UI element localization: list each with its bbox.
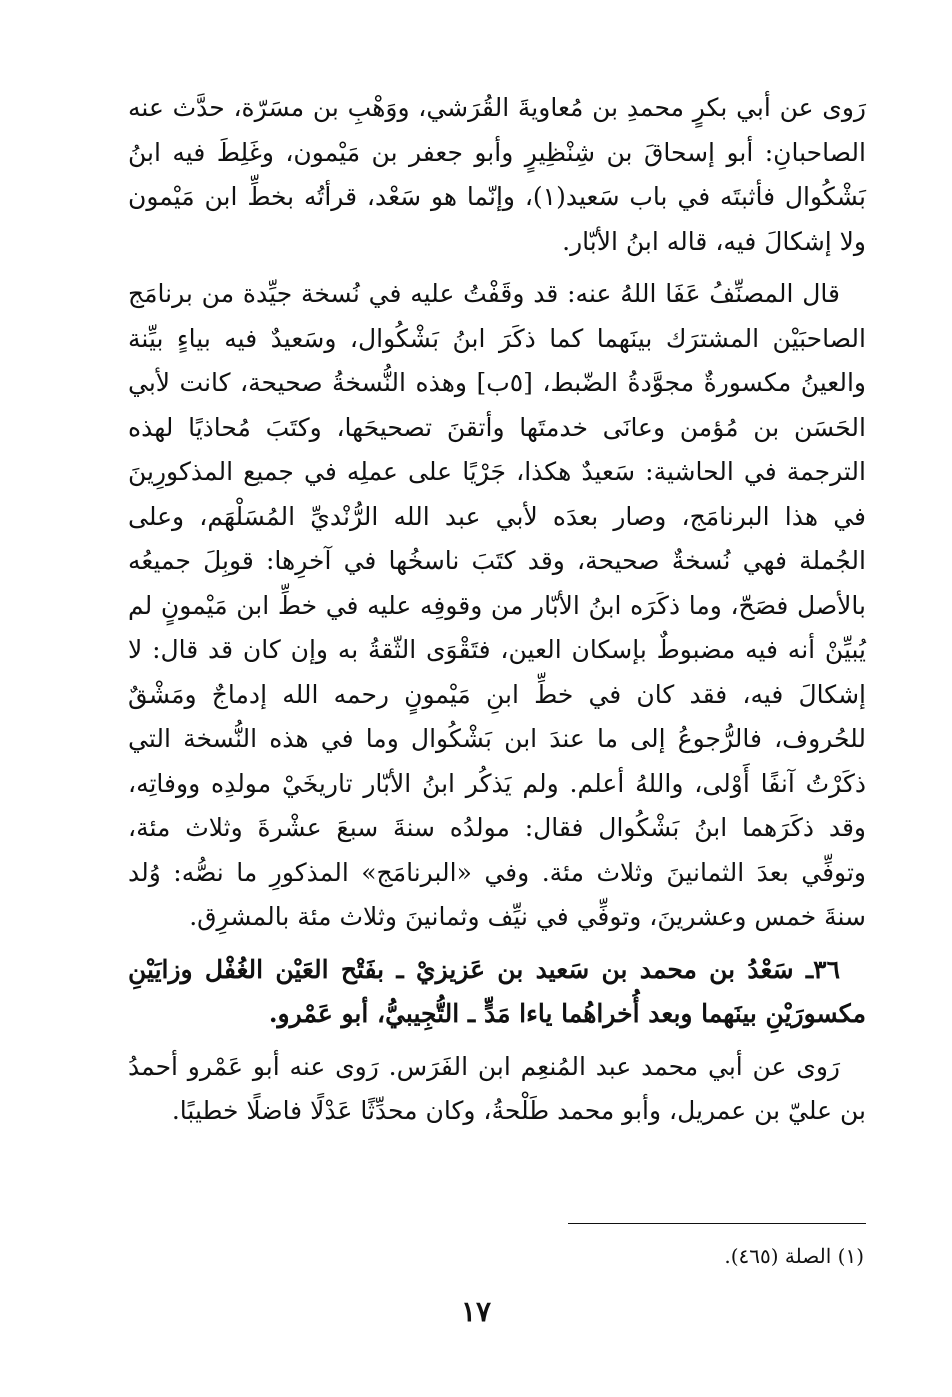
author-commentary-paragraph: قال المصنِّفُ عَفَا اللهُ عنه: قد وقَفْتُ عليه في نُسخة جيِّدة من برنامَج الصاحبَيْن المشترَك بينَهما كما ذكَرَ ابنُ بَشْكُوال، وسَعيدٌ فيه بياءٍ بيِّنة والعينُ مكسورةٌ مجوَّدةُ الضّبط، [٥ب] وهذه النُّسخةُ صحيحة، كانت لأبي الحَسَن بن مُؤمن وعانَى خدمتَها وأتقنَ تصحيحَها، وكتَبَ مُحاذيًا لهذه الترجمة في الحاشية: سَعيدٌ هكذا، جَرْيًا على عملِه في جميع المذكورِينَ في هذا البرنامَج، وصار بعدَه لأبي عبد الله الرُّنْديِّ المُسَلْهَم، وعلى الجُملة فهي نُسخةٌ صحيحة، وقد كتَبَ ناسخُها في آخرِها: قوبِلَ جميعُه بالأصل فصَحّ، وما ذكَرَه ابنُ الأبّار من وقوفِه عليه في خطِّ ابن مَيْمونٍ لم يُبيِّنْ أنه فيه مضبوطٌ بإسكان العين، فتَقْوَى الثّقةُ به وإن كان قد قال: لا إشكالَ فيه، فقد كان في خطِّ ابنِ مَيْمونٍ رحمه الله إدماجٌ ومَشْقٌ للحُروف، فالرُّجوعُ إلى ما عندَ ابن بَشْكُوال وما في هذه النُّسخة التي ذكَرْتُ آنفًا أَوْلى، واللهُ أعلم. ولم يَذكُر ابنُ الأبّار تاريخَيْ مولدِه ووفاتِه، وقد ذكَرَهما ابنُ بَشْكُوال فقال: مولدُه سنةَ سبعَ عشْرةَ وثلاث مئة، وتوفِّي بعدَ الثمانينَ وثلاث مئة. وفي «البرنامَج» المذكورِ ما نصُّه: وُلد سنةَ خمس وعشرينَ، وتوفِّي في نيِّف وثمانينَ وثلاث مئة بالمشرِق. — [128, 279, 866, 931]
entry-36-paragraph: رَوى عن أبي محمد عبد المُنعِم ابن الفَرَس. رَوى عنه أبو عَمْرو أحمدُ بن عليّ بن عمريل، وأبو محمد طَلْحةُ، وكان محدِّثًا عَدْلًا فاضلًا خطيبًا. — [128, 1051, 866, 1125]
entry-heading-36: ٣٦ـ سَعْدُ بن محمد بن سَعيد بن عَزيزيْ ـ بفَتْح العَيْن الغُفْل وزايَيْنِ مكسورَيْنِ بينَهما وبعد أُخراهُما ياءا مَدٍّ ـ التُّجِيبيُّ، أبو عَمْرو. — [128, 954, 866, 1028]
footnote: (١) الصلة (٤٦٥). — [724, 1244, 864, 1268]
page-body — [128, 86, 866, 1142]
footnote-divider — [568, 1223, 866, 1224]
biography-paragraph: رَوى عن أبي بكرٍ محمدِ بن مُعاويةَ القُرَشي، ووَهْبِ بن مسَرّة، حدَّث عنه الصاحبانِ: أبو إسحاقَ بن شِنْظِيرٍ وأبو جعفر بن مَيْمون، وغَلِطَ فيه ابنُ بَشْكُوال فأثبتَه في باب سَعيد(١)، وإنّما هو سَعْد، قرأتُه بخطِّ ابن مَيْمون ولا إشكالَ فيه، قاله ابنُ الأبّار. — [128, 93, 866, 256]
page-number: ١٧ — [460, 1295, 492, 1328]
